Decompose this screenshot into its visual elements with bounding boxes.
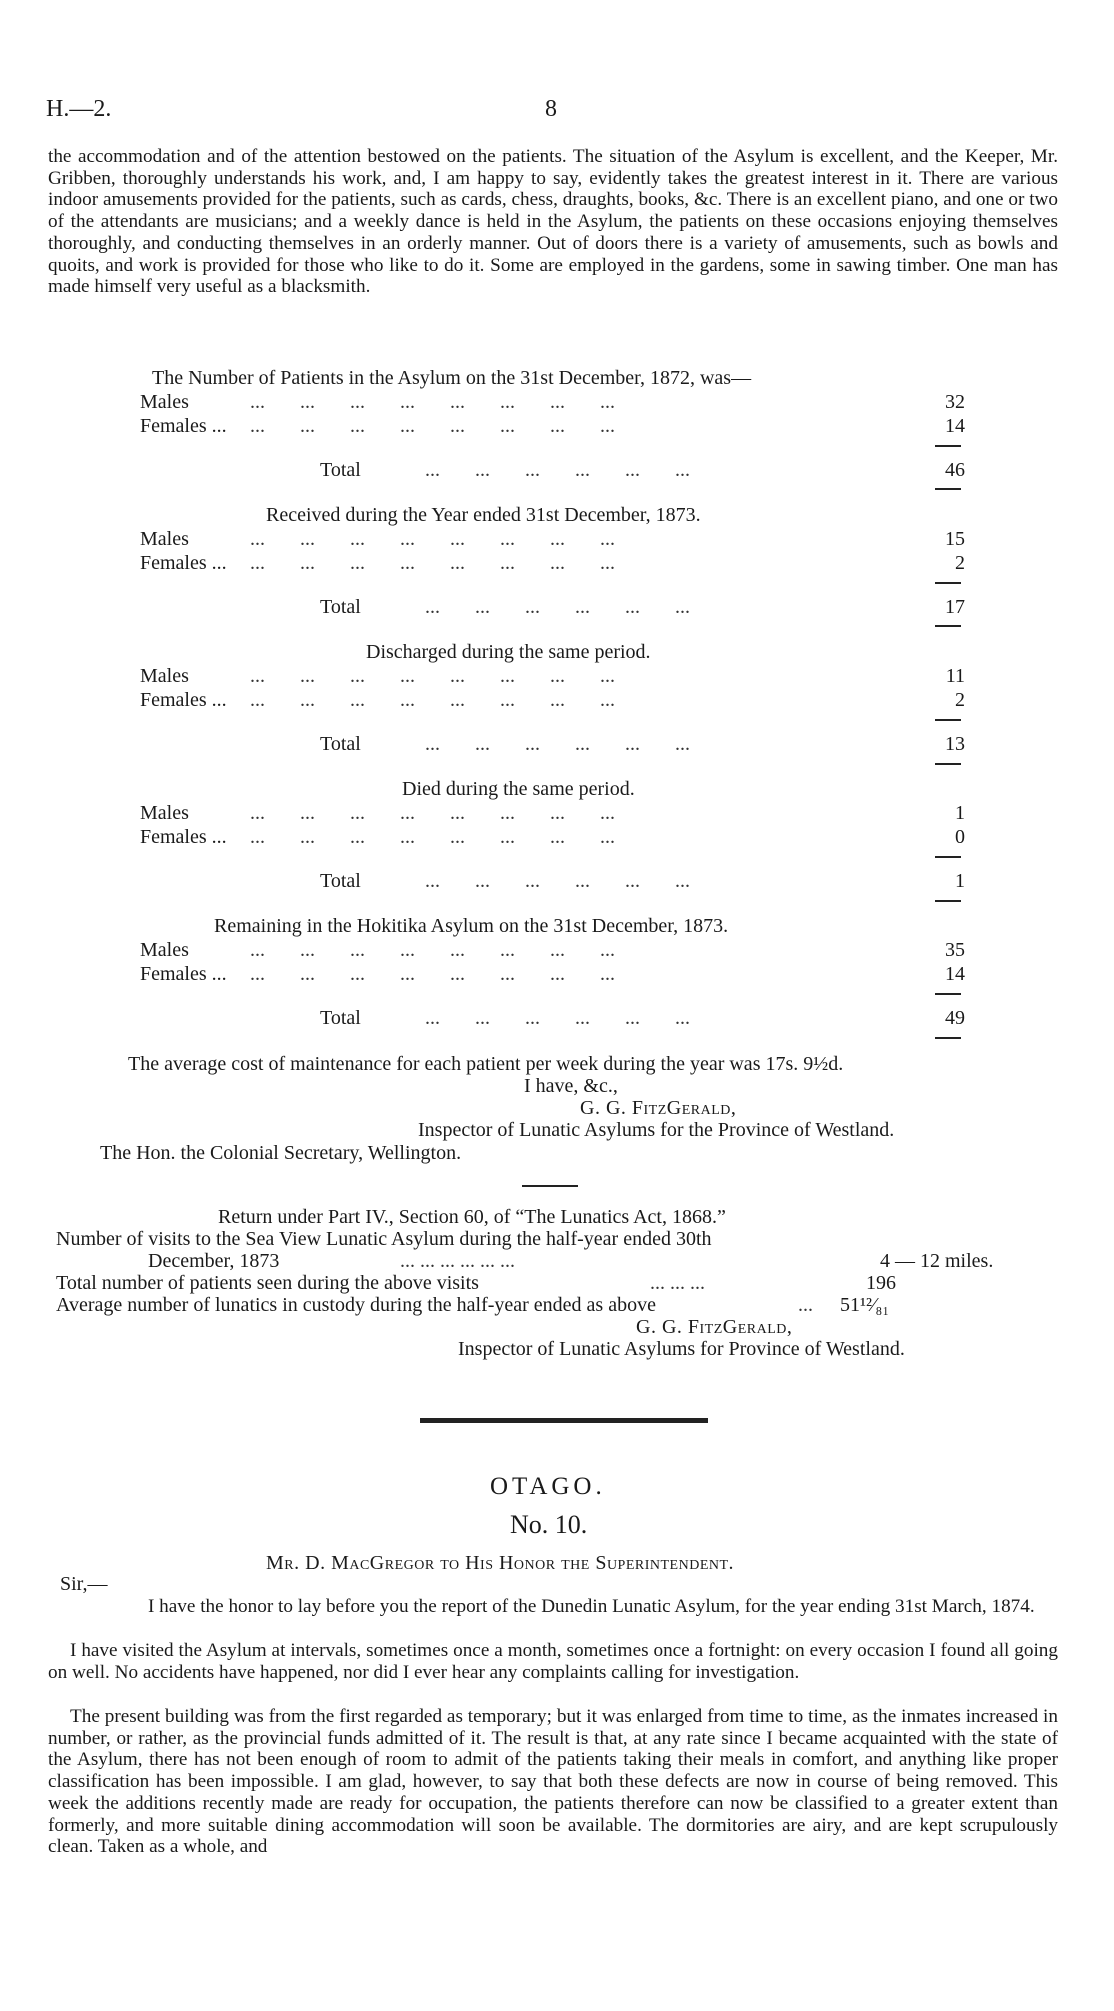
total-rule xyxy=(935,625,961,627)
return-signatory-title: Inspector of Lunatic Asylums for Province of Westland. xyxy=(458,1338,905,1360)
leader-dots: ... ... ... ... ... ... ... ... xyxy=(230,939,615,961)
return-line-patients: Total number of patients seen during the above visits xyxy=(56,1272,479,1294)
leader-dots: ... ... ... xyxy=(650,1272,705,1294)
females-label: Females ... xyxy=(140,552,227,574)
otago-paragraph-2: I have visited the Asylum at intervals, sometimes once a month, sometimes once a fortnight: on every occasion I found all going on well. No accidents have happened, nor did I ever hear any complaints calling for investigation. xyxy=(48,1640,1058,1683)
sum-rule xyxy=(935,993,961,995)
otago-paragraph-3: The present building was from the first regarded as temporary; but it was enlarged from time to time, as the inmates increased in number, or rather, as the provincial funds admitted of it. The result is that, at any rate since I became acquainted with the state of the Asylum, there has not been enough of room to admit of the patients taking their meals in comfort, and anything like proper classification has been impossible. I am glad, however, to say that both these defects are now in course of being removed. This week the additions recently made are ready for occupation, the patients therefore can now be classified to a greater extent than formerly, and more suitable dining accommodation will soon be available. The dormitories are airy, and are kept scrupulously clean. Taken as a whole, and xyxy=(48,1706,1058,1858)
correspondence-line: Mr. D. MacGregor to His Honor the Superintendent. xyxy=(266,1552,735,1574)
males-label: Males xyxy=(140,939,189,961)
leader-dots: ... ... ... ... ... ... ... ... xyxy=(230,689,615,711)
stats-row-males xyxy=(140,664,965,688)
females-value: 0 xyxy=(955,826,965,848)
signatory-name: G. G. FitzGerald, xyxy=(580,1097,737,1119)
average-cost-line: The average cost of maintenance for each patient per week during the year was 17s. 9½d. xyxy=(128,1053,844,1075)
leader-dots: ... ... ... ... ... ... xyxy=(415,596,690,618)
stats-row-females xyxy=(140,825,965,849)
leader-dots: ... xyxy=(798,1294,813,1316)
females-value: 14 xyxy=(945,415,965,437)
section-heading-remaining: Remaining in the Hokitika Asylum on the 31st December, 1873. xyxy=(214,915,729,937)
females-label: Females ... xyxy=(140,963,227,985)
females-label: Females ... xyxy=(140,689,227,711)
section-heading-died: Died during the same period. xyxy=(402,778,635,800)
sum-rule xyxy=(935,719,961,721)
return-heading: Return under Part IV., Section 60, of “The Lunatics Act, 1868.” xyxy=(218,1206,726,1228)
stats-intro-line: The Number of Patients in the Asylum on the 31st December, 1872, was— xyxy=(152,367,752,389)
return-line-visits: Number of visits to the Sea View Lunatic Asylum during the half-year ended 30th xyxy=(56,1228,712,1250)
stats-row-females xyxy=(140,688,965,712)
salutation: Sir,— xyxy=(60,1573,108,1595)
closing-line: I have, &c., xyxy=(524,1075,618,1097)
stats-row-total xyxy=(320,732,965,756)
stats-row-males xyxy=(140,801,965,825)
leader-dots: ... ... ... ... ... ... ... ... xyxy=(230,415,615,437)
total-label: Total xyxy=(320,1007,361,1029)
stats-row-total xyxy=(320,595,965,619)
total-label: Total xyxy=(320,596,361,618)
document-number: No. 10. xyxy=(510,1510,588,1539)
females-value: 2 xyxy=(955,552,965,574)
otago-paragraph-1: I have the honor to lay before you the report of the Dunedin Lunatic Asylum, for the year ending 31st March, 1874. xyxy=(148,1596,1035,1617)
short-divider xyxy=(522,1185,578,1187)
sum-rule xyxy=(935,582,961,584)
page-number: 8 xyxy=(545,96,557,122)
total-value: 46 xyxy=(945,459,965,481)
total-value: 1 xyxy=(955,870,965,892)
males-label: Males xyxy=(140,665,189,687)
stats-row-females xyxy=(140,414,965,438)
males-value: 11 xyxy=(945,665,965,687)
section-divider xyxy=(420,1418,708,1423)
stats-row-males xyxy=(140,938,965,962)
leader-dots: ... ... ... ... ... ... ... ... xyxy=(230,528,615,550)
total-rule xyxy=(935,488,961,490)
addressee-line: The Hon. the Colonial Secretary, Wellington. xyxy=(100,1142,462,1164)
signatory-title: Inspector of Lunatic Asylums for the Province of Westland. xyxy=(418,1119,895,1141)
return-line-average: Average number of lunatics in custody during the half-year ended as above xyxy=(56,1294,656,1316)
section-heading-received: Received during the Year ended 31st December, 1873. xyxy=(266,504,701,526)
males-value: 32 xyxy=(945,391,965,413)
return-signatory-name: G. G. FitzGerald, xyxy=(636,1316,793,1338)
leader-dots: ... ... ... ... ... ... xyxy=(415,870,690,892)
leader-dots: ... ... ... ... ... ... ... ... xyxy=(230,665,615,687)
total-rule xyxy=(935,900,961,902)
stats-row-males xyxy=(140,390,965,414)
stats-row-total xyxy=(320,869,965,893)
section-heading-discharged: Discharged during the same period. xyxy=(366,641,651,663)
males-value: 15 xyxy=(945,528,965,550)
page-reference: H.—2. xyxy=(46,96,112,122)
leader-dots: ... ... ... ... ... ... xyxy=(415,733,690,755)
females-label: Females ... xyxy=(140,826,227,848)
total-label: Total xyxy=(320,459,361,481)
total-value: 17 xyxy=(945,596,965,618)
total-rule xyxy=(935,763,961,765)
return-average-value: 51¹²⁄₈₁ xyxy=(840,1294,890,1316)
males-value: 35 xyxy=(945,939,965,961)
return-line-visits-date: December, 1873 xyxy=(148,1250,280,1272)
return-patients-value: 196 xyxy=(866,1272,896,1294)
females-value: 2 xyxy=(955,689,965,711)
return-visits-value: 4 — 12 miles. xyxy=(880,1250,994,1272)
total-label: Total xyxy=(320,733,361,755)
stats-row-total xyxy=(320,1006,965,1030)
leader-dots: ... ... ... ... ... ... xyxy=(415,459,690,481)
leader-dots: ... ... ... ... ... ... xyxy=(400,1250,515,1272)
males-value: 1 xyxy=(955,802,965,824)
total-value: 49 xyxy=(945,1007,965,1029)
region-heading: OTAGO. xyxy=(490,1473,606,1500)
intro-paragraph: the accommodation and of the attention bestowed on the patients. The situation of the Asylum is excellent, and the Keeper, Mr. Gribben, thoroughly understands his work, and, I am happy to say, evidently takes the greatest interest in it. There are various indoor amusements provided for the patients, such as cards, chess, draughts, books, &c. There is an excellent piano, and one or two of the attendants are musicians; and a weekly dance is held in the Asylum, the patients on these occasions enjoying themselves thoroughly, and conducting themselves in an orderly manner. Out of doors there is a variety of amusements, such as bowls and quoits, and work is provided for those who like to do it. Some are employed in the gardens, some in sawing timber. One man has made himself very useful as a blacksmith. xyxy=(48,146,1058,298)
males-label: Males xyxy=(140,391,189,413)
leader-dots: ... ... ... ... ... ... ... ... xyxy=(230,552,615,574)
total-rule xyxy=(935,1037,961,1039)
stats-row-total xyxy=(320,458,965,482)
sum-rule xyxy=(935,445,961,447)
leader-dots: ... ... ... ... ... ... ... ... xyxy=(230,391,615,413)
sum-rule xyxy=(935,856,961,858)
leader-dots: ... ... ... ... ... ... ... ... xyxy=(230,826,615,848)
stats-row-males xyxy=(140,527,965,551)
females-value: 14 xyxy=(945,963,965,985)
males-label: Males xyxy=(140,528,189,550)
females-label: Females ... xyxy=(140,415,227,437)
leader-dots: ... ... ... ... ... ... ... ... xyxy=(230,963,615,985)
total-label: Total xyxy=(320,870,361,892)
leader-dots: ... ... ... ... ... ... xyxy=(415,1007,690,1029)
stats-row-females xyxy=(140,962,965,986)
leader-dots: ... ... ... ... ... ... ... ... xyxy=(230,802,615,824)
total-value: 13 xyxy=(945,733,965,755)
males-label: Males xyxy=(140,802,189,824)
stats-row-females xyxy=(140,551,965,575)
